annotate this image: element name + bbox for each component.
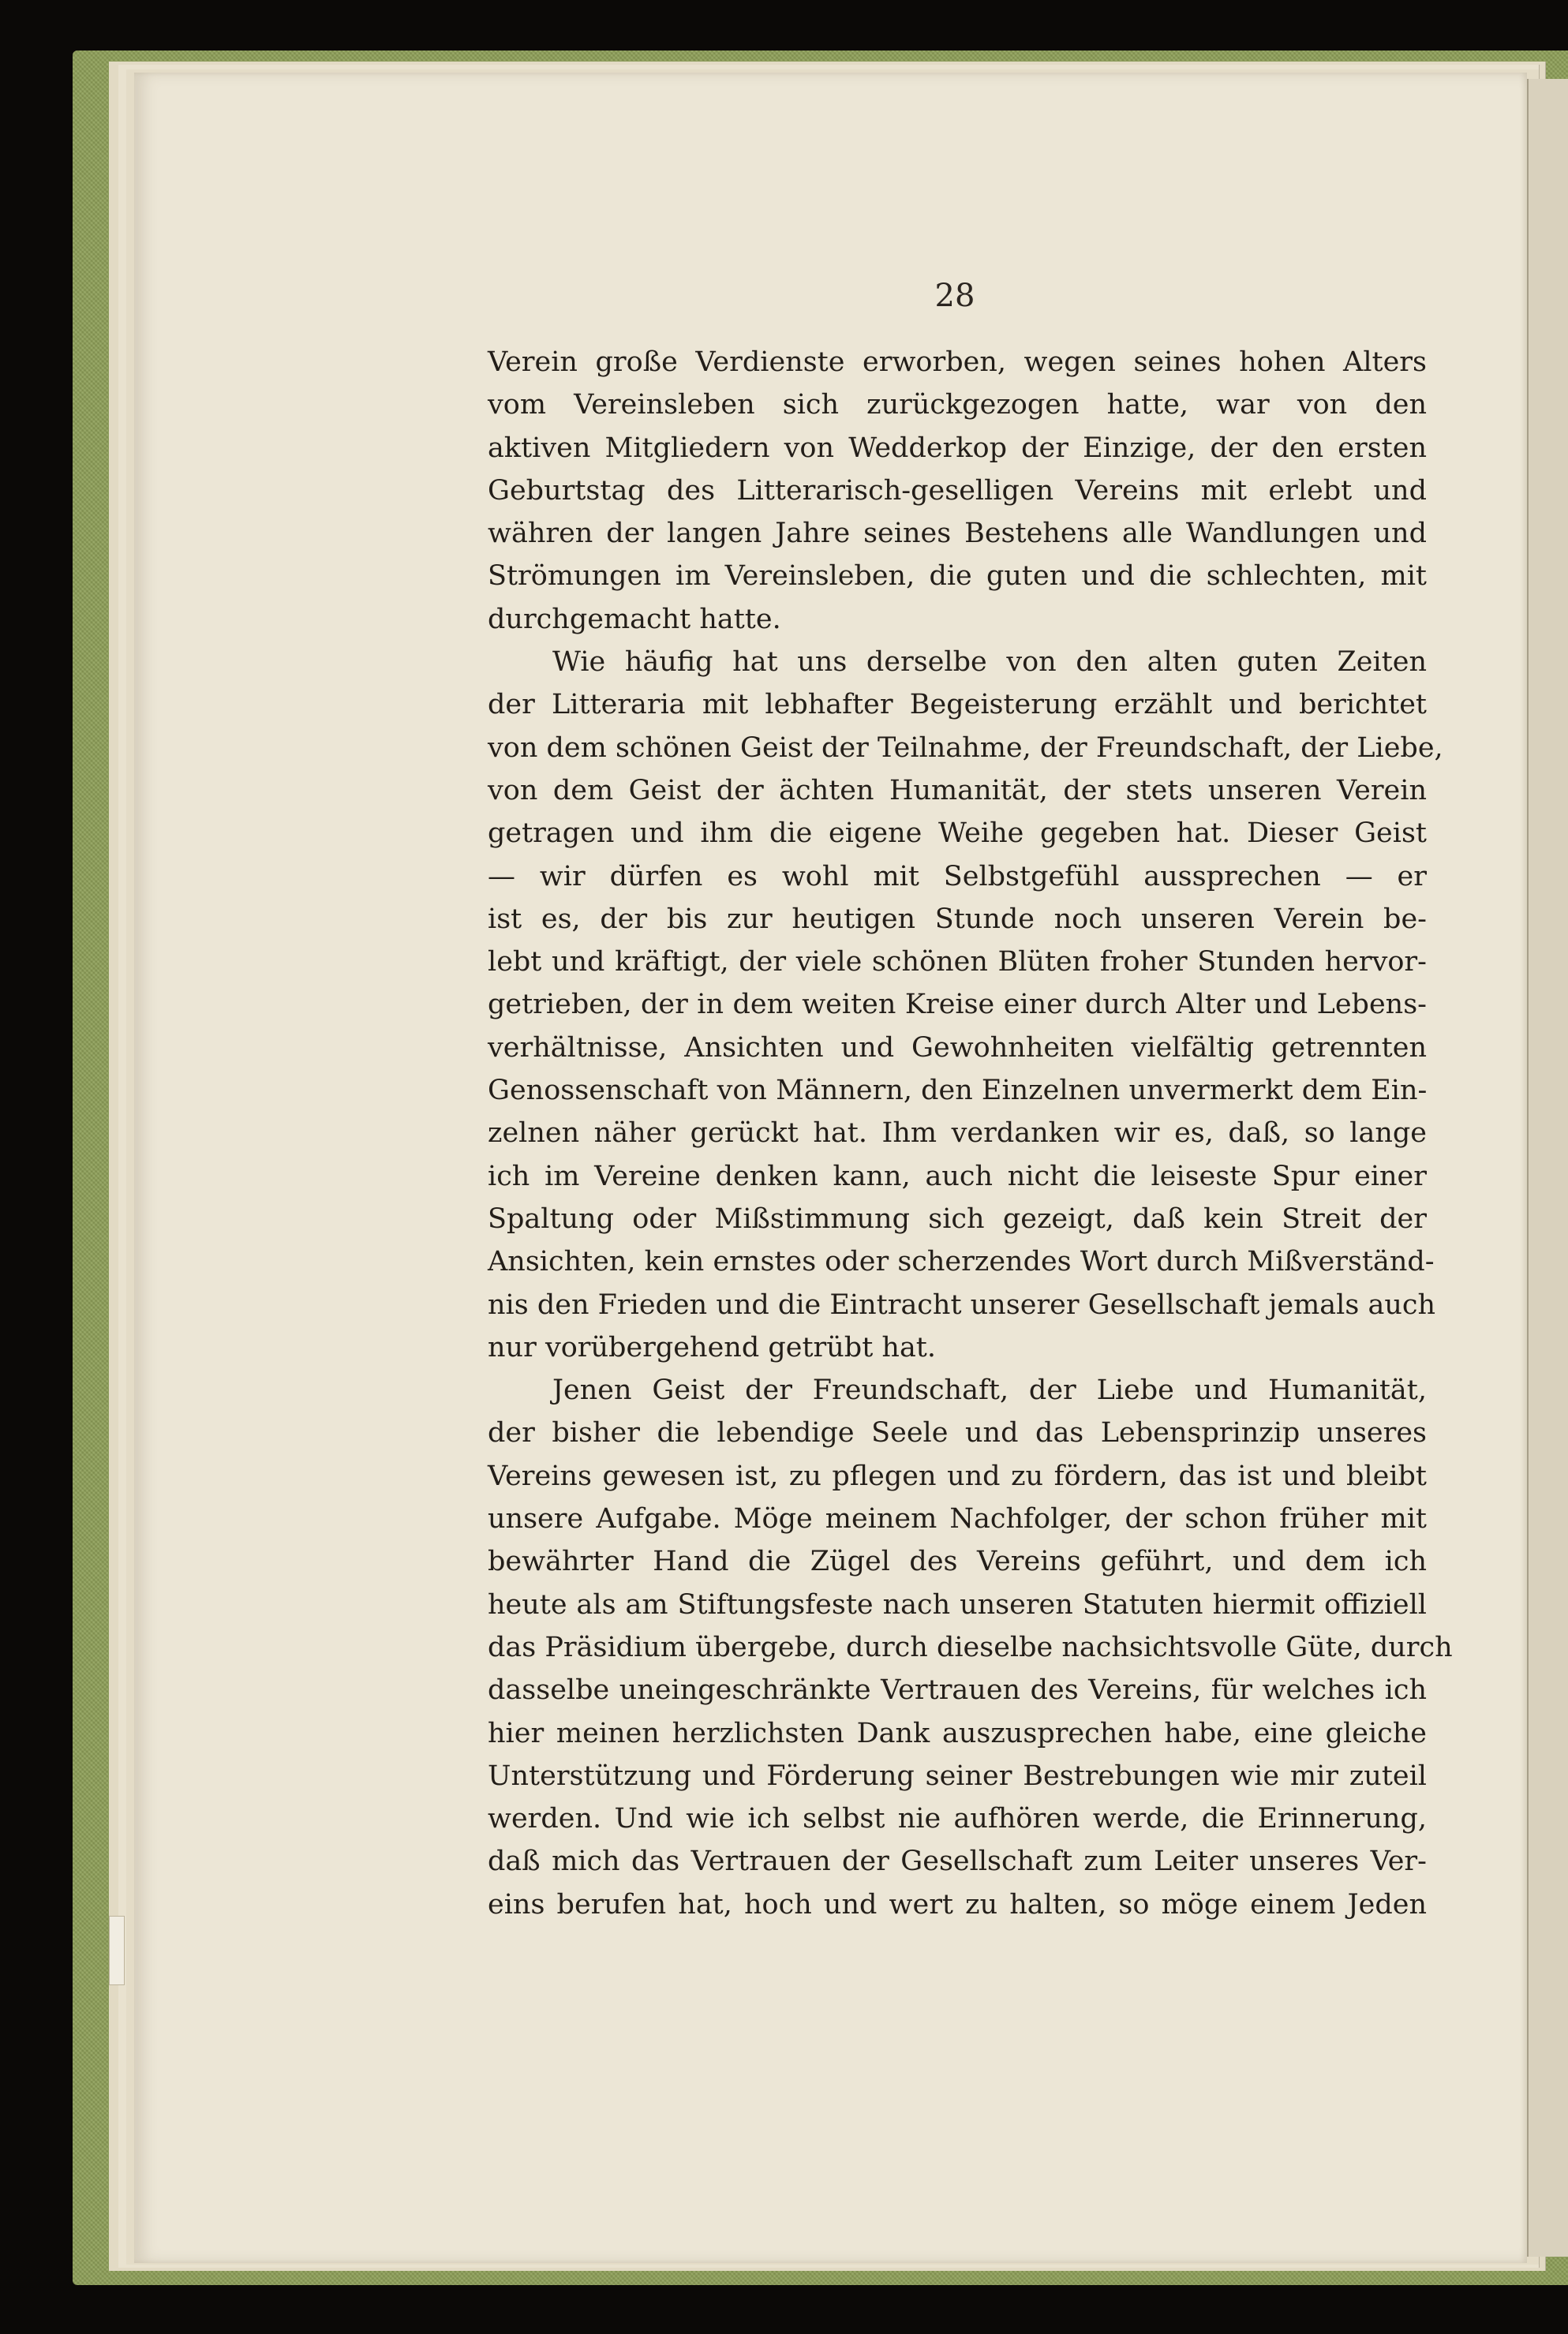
text-line: daß mich das Vertrauen der Gesellschaft zum Leiter unseres Ver- bbox=[488, 1846, 1427, 1878]
text-line: heute als am Stiftungsfeste nach unseren Statuten hiermit offiziell bbox=[488, 1588, 1427, 1621]
text-line: getrieben, der in dem weiten Kreise einer durch Alter und Lebens- bbox=[488, 989, 1427, 1021]
text-line: getragen und ihm die eigene Weihe gegeben hat. Dieser Geist bbox=[488, 817, 1427, 850]
text-line: Wie häufig hat uns derselbe von den alten guten Zeiten bbox=[552, 646, 1427, 679]
text-line: Strömungen im Vereinsleben, die guten und die schlechten, mit bbox=[488, 560, 1427, 593]
text-line: aktiven Mitgliedern von Wedderkop der Einzige, der den ersten bbox=[488, 432, 1427, 464]
text-line: von dem Geist der ächten Humanität, der stets unseren Verein bbox=[488, 774, 1427, 806]
text-line: ist es, der bis zur heutigen Stunde noch unseren Verein be- bbox=[488, 903, 1427, 935]
text-line: Verein große Verdienste erworben, wegen seines hohen Alters bbox=[488, 346, 1427, 378]
paper-tab-marker bbox=[109, 1916, 125, 1985]
text-line: verhältnisse, Ansichten und Gewohnheiten vielfältig getrennten bbox=[488, 1031, 1427, 1064]
text-line: Genossenschaft von Männern, den Einzelnen unvermerkt dem Ein- bbox=[488, 1075, 1428, 1107]
text-line: eins berufen hat, hoch und wert zu halten, so möge einem Jeden bbox=[488, 1888, 1427, 1921]
text-line: werden. Und wie ich selbst nie aufhören werde, die Erinnerung, bbox=[488, 1803, 1427, 1835]
text-line: Vereins gewesen ist, zu pflegen und zu fördern, das ist und bleibt bbox=[488, 1460, 1427, 1492]
text-line: Unterstützung und Förderung seiner Bestrebungen wie mir zuteil bbox=[488, 1760, 1427, 1792]
text-line: der Litteraria mit lebhafter Begeisterung erzählt und berichtet bbox=[488, 689, 1427, 721]
text-line: währen der langen Jahre seines Bestehens alle Wandlungen und bbox=[488, 518, 1427, 550]
text-line: nis den Frieden und die Eintracht unserer Gesellschaft jemals auch bbox=[488, 1289, 1436, 1321]
next-page-edge bbox=[1527, 79, 1568, 2257]
text-line: der bisher die lebendige Seele und das Lebensprinzip unseres bbox=[488, 1417, 1427, 1449]
text-line: hier meinen herzlichsten Dank auszusprechen habe, eine gleiche bbox=[488, 1717, 1427, 1749]
body-text bbox=[488, 341, 1453, 1926]
text-line: Geburtstag des Litterarisch-geselligen Vereins mit erlebt und bbox=[488, 474, 1427, 507]
text-line: bewährter Hand die Zügel des Vereins geführt, und dem ich bbox=[488, 1546, 1427, 1578]
text-line: Spaltung oder Mißstimmung sich gezeigt, daß kein Streit der bbox=[488, 1203, 1427, 1235]
text-line: unsere Aufgabe. Möge meinem Nachfolger, der schon früher mit bbox=[488, 1503, 1427, 1535]
page-number: 28 bbox=[934, 278, 975, 314]
text-line: durchgemacht hatte. bbox=[488, 603, 781, 635]
text-line: dasselbe uneingeschränkte Vertrauen des Vereins, für welches ich bbox=[488, 1674, 1427, 1707]
text-line: — wir dürfen es wohl mit Selbstgefühl aussprechen — er bbox=[488, 860, 1427, 892]
text-line: nur vorübergehend getrübt hat. bbox=[488, 1331, 936, 1363]
text-line: das Präsidium übergebe, durch dieselbe nachsichtsvolle Güte, durch bbox=[488, 1631, 1453, 1663]
text-line: zelnen näher gerückt hat. Ihm verdanken wir es, daß, so lange bbox=[488, 1117, 1427, 1150]
text-line: ich im Vereine denken kann, auch nicht die leiseste Spur einer bbox=[488, 1160, 1427, 1192]
text-line: lebt und kräftigt, der viele schönen Blüten froher Stunden hervor- bbox=[488, 946, 1427, 978]
text-line: Jenen Geist der Freundschaft, der Liebe und Humanität, bbox=[552, 1375, 1427, 1407]
text-line: von dem schönen Geist der Teilnahme, der Freundschaft, der Liebe, bbox=[488, 731, 1443, 764]
text-line: Ansichten, kein ernstes oder scherzendes Wort durch Mißverständ- bbox=[488, 1246, 1435, 1278]
text-line: vom Vereinsleben sich zurückgezogen hatte, war von den bbox=[488, 389, 1427, 421]
